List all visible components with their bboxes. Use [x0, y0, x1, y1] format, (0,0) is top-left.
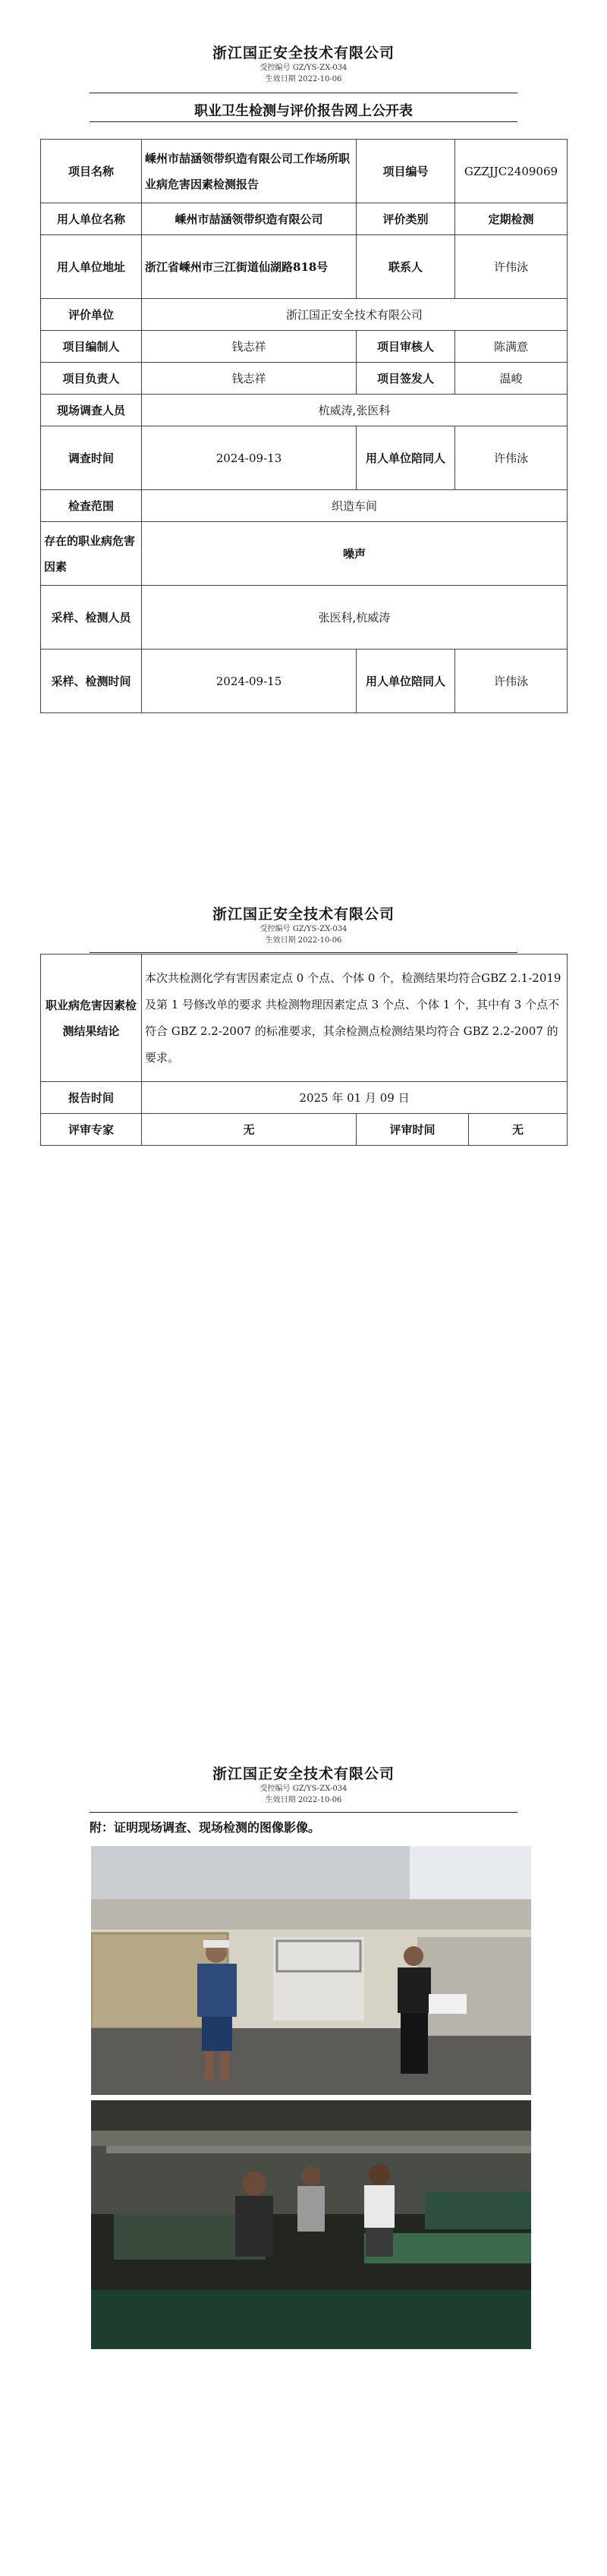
scope-label: 检查范围	[41, 490, 142, 522]
compiler-label: 项目编制人	[41, 331, 142, 363]
project-no-value: GZZJJC2409069	[455, 140, 568, 203]
control-number: 受控编号 GZ/YS-ZX-034	[259, 925, 348, 933]
header-rule	[90, 1812, 517, 1813]
accompany2-label: 用人单位陪同人	[357, 650, 455, 713]
contact-value: 许伟泳	[455, 235, 568, 299]
employer-label: 用人单位名称	[41, 203, 142, 235]
company-name: 浙江国正安全技术有限公司	[212, 906, 395, 923]
project-no-label: 项目编号	[357, 140, 455, 203]
page1-header	[0, 42, 607, 85]
reviewer-value: 陈满意	[455, 331, 568, 363]
page2-header	[0, 903, 607, 946]
result-label: 职业病危害因素检测结果结论	[41, 955, 142, 1082]
survey-staff-label: 现场调查人员	[41, 395, 142, 426]
survey-staff-value: 杭威涛,张医科	[142, 395, 568, 426]
report-time-label: 报告时间	[41, 1082, 142, 1114]
report-time-value: 2025 年 01 月 09 日	[142, 1082, 568, 1114]
eval-unit-value: 浙江国正安全技术有限公司	[142, 299, 568, 331]
page3-header	[0, 1763, 607, 1806]
project-name-value: 嵊州市喆涵领带织造有限公司工作场所职业病危害因素检测报告	[142, 140, 357, 203]
address-label: 用人单位地址	[41, 235, 142, 299]
report-table	[40, 139, 568, 713]
result-text: 本次共检测化学有害因素定点 0 个点、个体 0 个，检测结果均符合GBZ 2.1-2019 及第 1 号修改单的要求 共检测物理因素定点 3 个点、个体 1 个，其中有 3 个点不符合 GBZ 2.2-2007 的标准要求，其余检测点检测结果均符合 GBZ 2.2-2007 的要求。	[142, 955, 568, 1082]
expert-value: 无	[142, 1114, 357, 1146]
title-rule	[90, 121, 517, 122]
employer-value: 嵊州市喆涵领带织造有限公司	[142, 203, 357, 235]
scope-value: 织造车间	[142, 490, 568, 522]
eval-type-value: 定期检测	[455, 203, 568, 235]
effective-date: 生效日期 2022-10-06	[265, 75, 342, 83]
company-name: 浙江国正安全技术有限公司	[212, 1766, 395, 1782]
effective-date: 生效日期 2022-10-06	[265, 1796, 342, 1804]
survey-time-value: 2024-09-13	[142, 426, 357, 490]
issuer-label: 项目签发人	[357, 363, 455, 395]
contact-label: 联系人	[357, 235, 455, 299]
report-title: 职业卫生检测与评价报告网上公开表	[194, 103, 413, 119]
issuer-value: 温峻	[455, 363, 568, 395]
accompany-value: 许伟泳	[455, 426, 568, 490]
sampling-time-value: 2024-09-15	[142, 650, 357, 713]
result-table	[40, 954, 568, 1146]
sampling-staff-value: 张医科,杭威涛	[142, 586, 568, 650]
header-rule	[90, 952, 517, 953]
sampling-time-label: 采样、检测时间	[41, 650, 142, 713]
effective-date: 生效日期 2022-10-06	[265, 936, 342, 945]
sampling-photo	[91, 2100, 531, 2349]
control-number: 受控编号 GZ/YS-ZX-034	[259, 64, 348, 72]
leader-value: 钱志祥	[142, 363, 357, 395]
survey-time-label: 调查时间	[41, 426, 142, 490]
attachment-title: 附：证明现场调查、现场检测的图像影像。	[90, 1820, 321, 1835]
hazards-label: 存在的职业病危害因素	[41, 522, 142, 586]
project-name-label: 项目名称	[41, 140, 142, 203]
sampling-staff-label: 采样、检测人员	[41, 586, 142, 650]
compiler-value: 钱志祥	[142, 331, 357, 363]
reviewer-label: 项目审核人	[357, 331, 455, 363]
survey-photo	[91, 1846, 531, 2095]
eval-unit-label: 评价单位	[41, 299, 142, 331]
accompany2-value: 许伟泳	[455, 650, 568, 713]
review-time-value: 无	[469, 1114, 568, 1146]
accompany-label: 用人单位陪同人	[357, 426, 455, 490]
expert-label: 评审专家	[41, 1114, 142, 1146]
address-value: 浙江省嵊州市三江街道仙湖路818号	[142, 235, 357, 299]
control-number: 受控编号 GZ/YS-ZX-034	[259, 1785, 348, 1793]
review-time-label: 评审时间	[357, 1114, 469, 1146]
company-name: 浙江国正安全技术有限公司	[212, 45, 395, 61]
hazards-value: 噪声	[142, 522, 568, 586]
eval-type-label: 评价类别	[357, 203, 455, 235]
leader-label: 项目负责人	[41, 363, 142, 395]
